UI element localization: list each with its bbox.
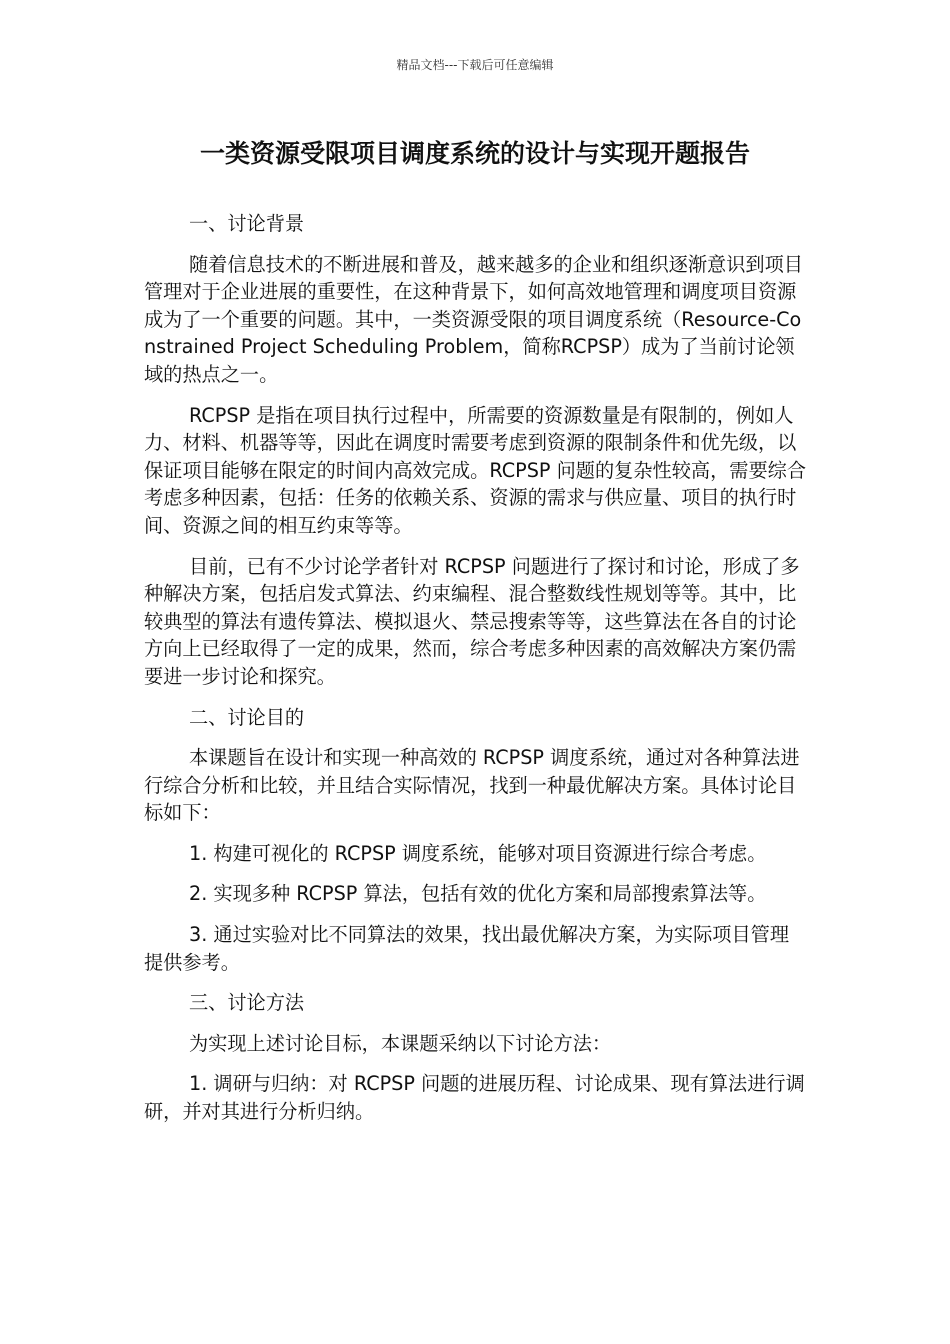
paragraph-background-3: 目前，已有不少讨论学者针对 RCPSP 问题进行了探讨和讨论，形成了多种解决方案，包括启发式算法、约束编程、混合整数线性规划等等。其中，比较典型的算法有遗传算法、模拟退火、禁忌搜索等等，这些算法在各自的讨论方向上已经取得了一定的成果，然而，综合考虑多种因素的高效解决方案仍需要进一步讨论和探究。 <box>144 554 800 688</box>
list-item-purpose-1: 1. 构建可视化的 RCPSP 调度系统，能够对项目资源进行综合考虑。 <box>189 841 767 865</box>
list-item-method-1: 1. 调研与归纳：对 RCPSP 问题的进展历程、讨论成果、现有算法进行调研，并对其进行分析归纳。 <box>144 1072 805 1124</box>
section-heading-method: 三、讨论方法 <box>189 991 305 1015</box>
paragraph-method-intro: 为实现上述讨论目标，本课题采纳以下讨论方法： <box>189 1031 612 1055</box>
document-title: 一类资源受限项目调度系统的设计与实现开题报告 <box>199 139 750 168</box>
section-heading-background: 一、讨论背景 <box>189 212 305 235</box>
paragraph-background-1: 随着信息技术的不断进展和普及，越来越多的企业和组织逐渐意识到项目管理对于企业进展的重要性，在这种背景下，如何高效地管理和调度项目资源成为了一个重要的问题。其中，一类资源受限的项目调度系统（Resource-Constrained Project Scheduling Problem，简称RCPSP）成为了当前讨论领域的热点之一。 <box>144 252 803 386</box>
list-item-purpose-2: 2. 实现多种 RCPSP 算法，包括有效的优化方案和局部搜索算法等。 <box>189 882 767 906</box>
section-heading-purpose: 二、讨论目的 <box>189 705 305 729</box>
header-watermark-text: 精品文档---下载后可任意编辑 <box>396 58 554 72</box>
paragraph-background-2: RCPSP 是指在项目执行过程中，所需要的资源数量是有限制的，例如人力、材料、机器等等，因此在调度时需要考虑到资源的限制条件和优先级，以保证项目能够在限定的时间内高效完成。RCPSP 问题的复杂性较高，需要综合考虑多种因素，包括：任务的依赖关系、资源的需求与供应量、项目的执行时间、资源之间的相互约束等等。 <box>144 403 807 537</box>
document-body <box>144 210 806 1139</box>
list-item-purpose-3: 3. 通过实验对比不同算法的效果，找出最优解决方案，为实际项目管理提供参考。 <box>144 923 790 974</box>
paragraph-purpose-intro: 本课题旨在设计和实现一种高效的 RCPSP 调度系统，通过对各种算法进行综合分析和比较，并且结合实际情况，找到一种最优解决方案。具体讨论目标如下： <box>144 746 800 825</box>
